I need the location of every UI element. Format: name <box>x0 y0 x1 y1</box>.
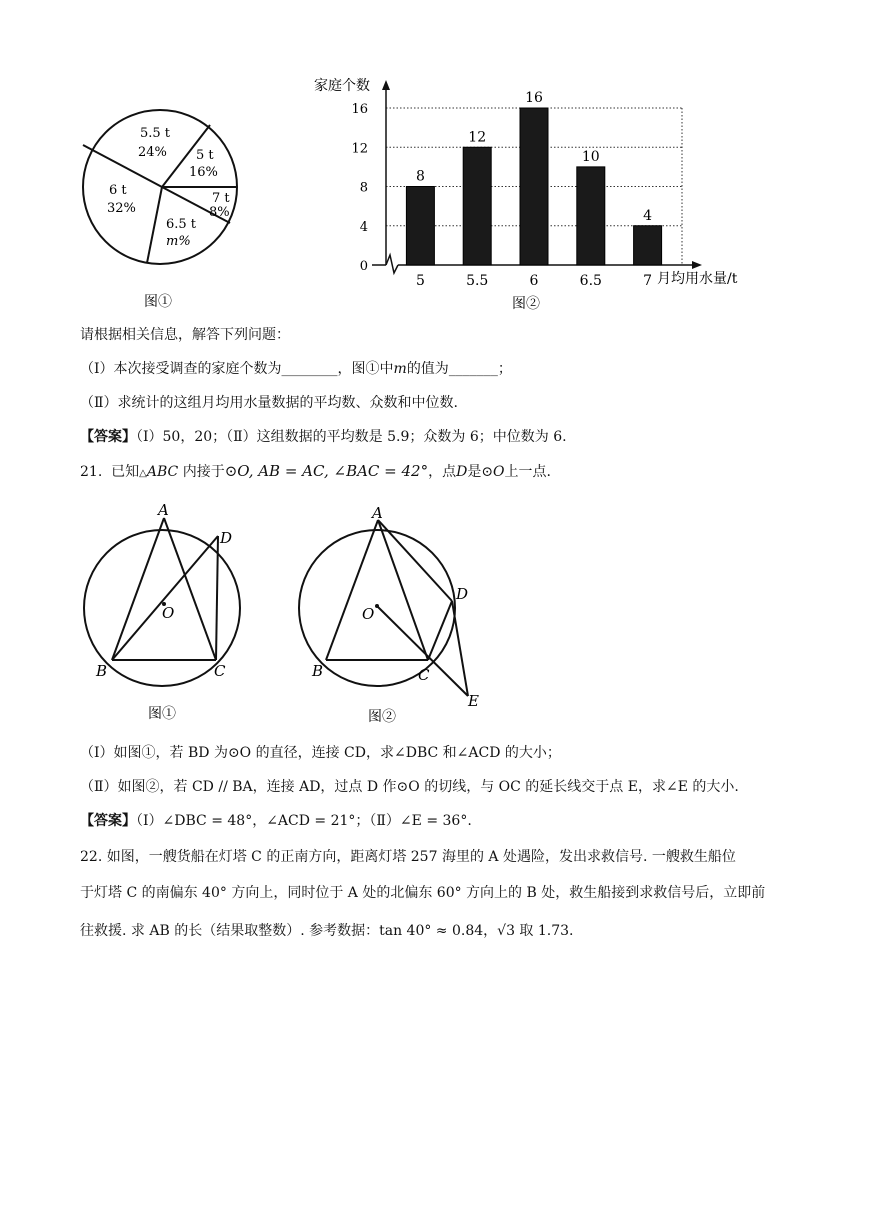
q20-part1: （Ⅰ）本次接受调查的家庭个数为________，图①中m的值为_______； <box>80 361 512 377</box>
pie-slice-label: 6 t <box>109 183 127 198</box>
x-tick-label: 5.5 <box>466 273 489 289</box>
point-label-O: O <box>162 604 175 622</box>
point-label-C: C <box>418 666 430 684</box>
bar <box>577 167 605 265</box>
bar <box>463 147 491 265</box>
figure-caption: 图② <box>368 709 396 725</box>
y-tick-label: 0 <box>359 259 368 274</box>
answer-blank[interactable]: _______ <box>448 361 498 377</box>
y-tick-label: 8 <box>359 180 368 196</box>
bar-value-label: 10 <box>581 148 600 165</box>
bar <box>634 226 662 265</box>
q21-part1: （Ⅰ）如图①，若 BD 为⊙O 的直径，连接 CD，求∠DBC 和∠ACD 的大小； <box>80 745 561 761</box>
answer-blank[interactable]: ________ <box>281 361 338 377</box>
q20-part2: （Ⅱ）求统计的这组月均用水量数据的平均数、众数和中位数. <box>80 395 458 411</box>
figure-caption: 图② <box>512 296 540 312</box>
point-label-E: E <box>468 692 479 710</box>
q20-answer: 【答案】（Ⅰ）50，20；（Ⅱ）这组数据的平均数是 5.9；众数为 6；中位数为 6. <box>80 429 567 445</box>
q21-stem: 21. 已知△ABC 内接于⊙O, AB = AC, ∠BAC = 42°，点D是⊙O上一点. <box>80 462 551 480</box>
bar-value-label: 8 <box>415 168 425 185</box>
x-tick-label: 6.5 <box>579 273 602 289</box>
figure-caption: 图① <box>144 294 172 310</box>
bar-value-label: 4 <box>643 207 653 224</box>
circle-figure-1 <box>78 498 258 728</box>
x-tick-label: 5 <box>415 273 425 289</box>
pie-slice-label: 5.5 t <box>140 126 171 141</box>
pie-slice-pct: 8% <box>209 205 230 220</box>
bar-value-label: 16 <box>525 90 543 106</box>
pie-slice-pct: m% <box>166 234 191 249</box>
point-label-A: A <box>158 501 169 519</box>
y-tick-label: 4 <box>359 219 368 235</box>
q20-part1-text: （Ⅰ）本次接受调查的家庭个数为 <box>80 361 282 377</box>
figure-caption: 图① <box>148 706 176 722</box>
pie-slice-pct: 16% <box>189 165 218 180</box>
point-label-B: B <box>96 662 108 680</box>
point-label-D: D <box>220 529 233 547</box>
q21-answer: 【答案】（Ⅰ）∠DBC = 48°，∠ACD = 21°；（Ⅱ）∠E = 36°. <box>80 813 472 829</box>
q22-line3: 往救援. 求 AB 的长（结果取整数）. 参考数据：tan 40° ≈ 0.84，√3 取 1.73. <box>80 923 574 939</box>
pie-slice-label: 6.5 t <box>166 217 197 232</box>
point-label-C: C <box>214 662 226 680</box>
pie-chart-figure <box>70 90 250 320</box>
bar <box>520 108 548 265</box>
intro-text: 请根据相关信息，解答下列问题： <box>80 327 290 343</box>
point-label-A: A <box>372 504 383 522</box>
y-axis-arrow <box>382 80 390 90</box>
axis-break <box>386 255 398 273</box>
q22-line2: 于灯塔 C 的南偏东 40° 方向上，同时位于 A 处的北偏东 60° 方向上的 B 处，救生船接到求救信号后，立即前 <box>80 885 766 901</box>
bar-chart-figure <box>300 70 770 320</box>
point-label-B: B <box>312 662 324 680</box>
q21-part2: （Ⅱ）如图②，若 CD // BA，连接 AD，过点 D 作⊙O 的切线，与 OC 的延长线交于点 E，求∠E 的大小. <box>80 779 739 795</box>
x-axis-label: 月均用水量/t <box>657 271 738 287</box>
point-label-O: O <box>362 605 375 623</box>
y-axis-label: 家庭个数 <box>314 78 370 94</box>
x-tick-label: 6 <box>529 273 539 289</box>
x-axis-arrow <box>692 261 702 269</box>
circle-figure-2 <box>290 498 500 728</box>
answer-tag: 【答案】 <box>80 429 136 445</box>
answer-tag: 【答案】 <box>80 813 136 829</box>
pie-slice-pct: 24% <box>138 145 167 160</box>
point-label-D: D <box>456 585 469 603</box>
bar <box>406 187 434 266</box>
bar-value-label: 12 <box>468 129 487 146</box>
pie-slice-label: 5 t <box>196 148 214 163</box>
x-tick-label: 7 <box>643 273 653 289</box>
y-tick-label: 12 <box>351 141 368 157</box>
q22-line1: 22. 如图，一艘货船在灯塔 C 的正南方向，距离灯塔 257 海里的 A 处遇险，发出求救信号. 一艘救生船位 <box>80 849 736 865</box>
y-tick-label: 16 <box>351 102 368 117</box>
pie-slice-label: 7 t <box>212 191 230 206</box>
pie-slice-pct: 32% <box>107 201 136 216</box>
